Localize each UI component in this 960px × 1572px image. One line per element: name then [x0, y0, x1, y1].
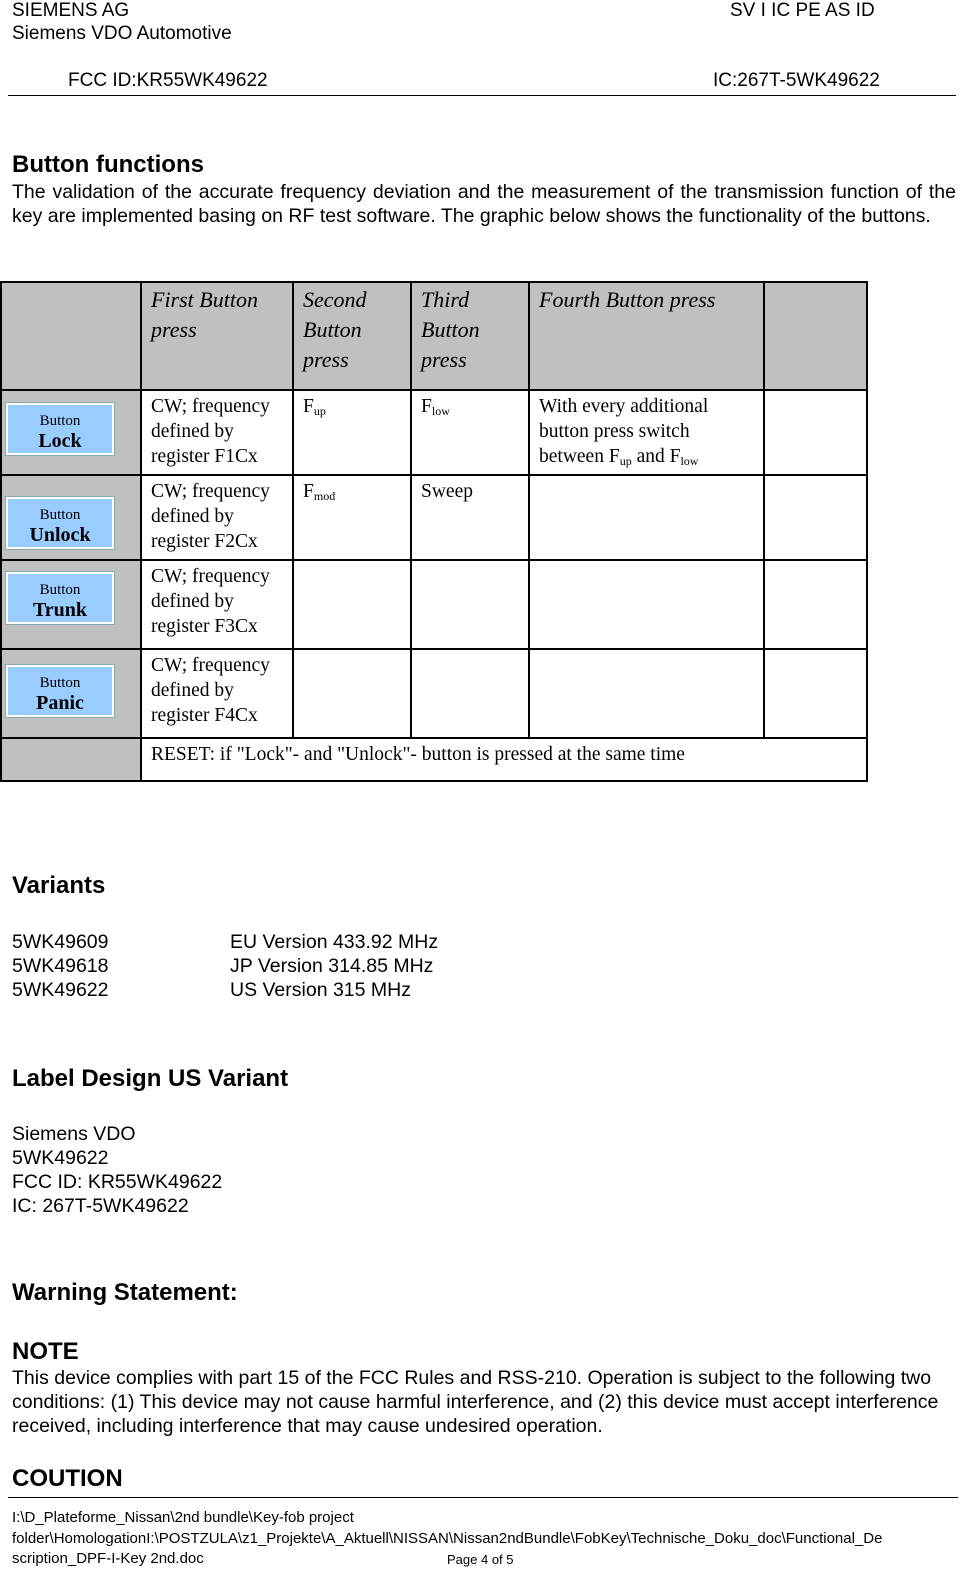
first-press-cell: CW; frequency defined by register F2Cx: [141, 475, 293, 560]
header-empty-cell: [1, 282, 141, 390]
empty-cell: [764, 560, 867, 649]
unlock-button: Button Unlock: [6, 497, 114, 549]
caution-title: COUTION: [12, 1465, 123, 1492]
reset-label-cell: [1, 738, 141, 781]
col-header-fourth: Fourth Button press: [529, 282, 764, 390]
second-press-cell: [293, 560, 411, 649]
variant-desc: US Version 315 MHz: [230, 979, 411, 1001]
empty-cell: [764, 649, 867, 738]
first-press-cell: CW; frequency defined by register F3Cx: [141, 560, 293, 649]
reset-cell: RESET: if "Lock"- and "Unlock"- button is pressed at the same time: [141, 738, 867, 781]
button-cell: [1, 390, 141, 475]
third-press-cell: Sweep: [411, 475, 529, 560]
page-number: Page 4 of 5: [447, 1552, 514, 1567]
col-header-second: Second Button press: [293, 282, 411, 390]
button-cell: [1, 475, 141, 560]
header-dept: SV I IC PE AS ID: [730, 0, 875, 21]
table-row: [1, 560, 867, 649]
third-press-cell: [411, 649, 529, 738]
variant-desc: EU Version 433.92 MHz: [230, 931, 439, 953]
col-header-third: Third Button press: [411, 282, 529, 390]
header-empty-cell: [764, 282, 867, 390]
label-line: FCC ID: KR55WK49622: [12, 1171, 223, 1193]
footer-path-line: folder\HomologationI:\POSTZULA\z1_Projekte\A_Aktuell\NISSAN\Nissan2ndBundle\FobKey\Technische_Doku_doc\Functional_De: [12, 1530, 883, 1547]
table-header-row: [1, 282, 867, 390]
button-function-table: [0, 281, 868, 782]
panic-button: Button Panic: [6, 665, 114, 717]
fourth-press-cell: [529, 649, 764, 738]
note-text: This device complies with part 15 of the FCC Rules and RSS-210. Operation is subject to the following two conditions: (1) This device may not cause harmful interference, and (2) this device must accept interference received, including interference that may cause undesired operation.: [12, 1367, 939, 1437]
second-press-cell: [293, 649, 411, 738]
fourth-press-cell: [529, 475, 764, 560]
header-company: SIEMENS AG: [12, 0, 130, 21]
trunk-button: Button Trunk: [6, 572, 114, 624]
footer-path-line: scription_DPF-I-Key 2nd.doc: [12, 1550, 204, 1567]
button-cell: [1, 649, 141, 738]
col-header-first: First Button press: [141, 282, 293, 390]
header-rule: [8, 95, 956, 96]
header-ic: IC:267T-5WK49622: [713, 70, 880, 91]
variant-code: 5WK49618: [12, 955, 109, 977]
variant-desc: JP Version 314.85 MHz: [230, 955, 434, 977]
label-line: Siemens VDO: [12, 1123, 136, 1145]
first-press-cell: CW; frequency defined by register F1Cx: [141, 390, 293, 475]
section-title-button-functions: Button functions: [12, 151, 204, 178]
fourth-press-cell: [529, 560, 764, 649]
label-line: 5WK49622: [12, 1147, 109, 1169]
section-title-warning: Warning Statement:: [12, 1279, 238, 1306]
first-press-cell: CW; frequency defined by register F4Cx: [141, 649, 293, 738]
button-cell: [1, 560, 141, 649]
variant-code: 5WK49609: [12, 931, 109, 953]
section-title-label-design: Label Design US Variant: [12, 1065, 289, 1092]
empty-cell: [764, 475, 867, 560]
third-press-cell: [411, 560, 529, 649]
note-title: NOTE: [12, 1338, 79, 1365]
lock-button: Button Lock: [6, 403, 114, 455]
empty-cell: [764, 390, 867, 475]
label-line: IC: 267T-5WK49622: [12, 1195, 189, 1217]
table-row: [1, 475, 867, 560]
section-title-variants: Variants: [12, 872, 106, 899]
second-press-cell: $F_{mod}$: [293, 475, 411, 560]
footer-rule: [8, 1497, 958, 1498]
table-row: [1, 649, 867, 738]
table-reset-row: [1, 738, 867, 781]
fourth-press-cell: With every additional button press switch between $F_{up}$ and $F_{low}$: [529, 390, 764, 475]
variant-code: 5WK49622: [12, 979, 109, 1001]
second-press-cell: $F_{up}$: [293, 390, 411, 475]
third-press-cell: $F_{low}$: [411, 390, 529, 475]
header-fcc-id: FCC ID:KR55WK49622: [68, 70, 268, 91]
intro-paragraph: The validation of the accurate frequency deviation and the measurement of the transmission function of the key are implemented basing on RF test software. The graphic below shows the functionality of the buttons.: [12, 181, 956, 227]
footer-path-line: I:\D_Plateforme_Nissan\2nd bundle\Key-fob project: [12, 1509, 354, 1526]
header-division: Siemens VDO Automotive: [12, 23, 232, 44]
table-row: [1, 390, 867, 475]
